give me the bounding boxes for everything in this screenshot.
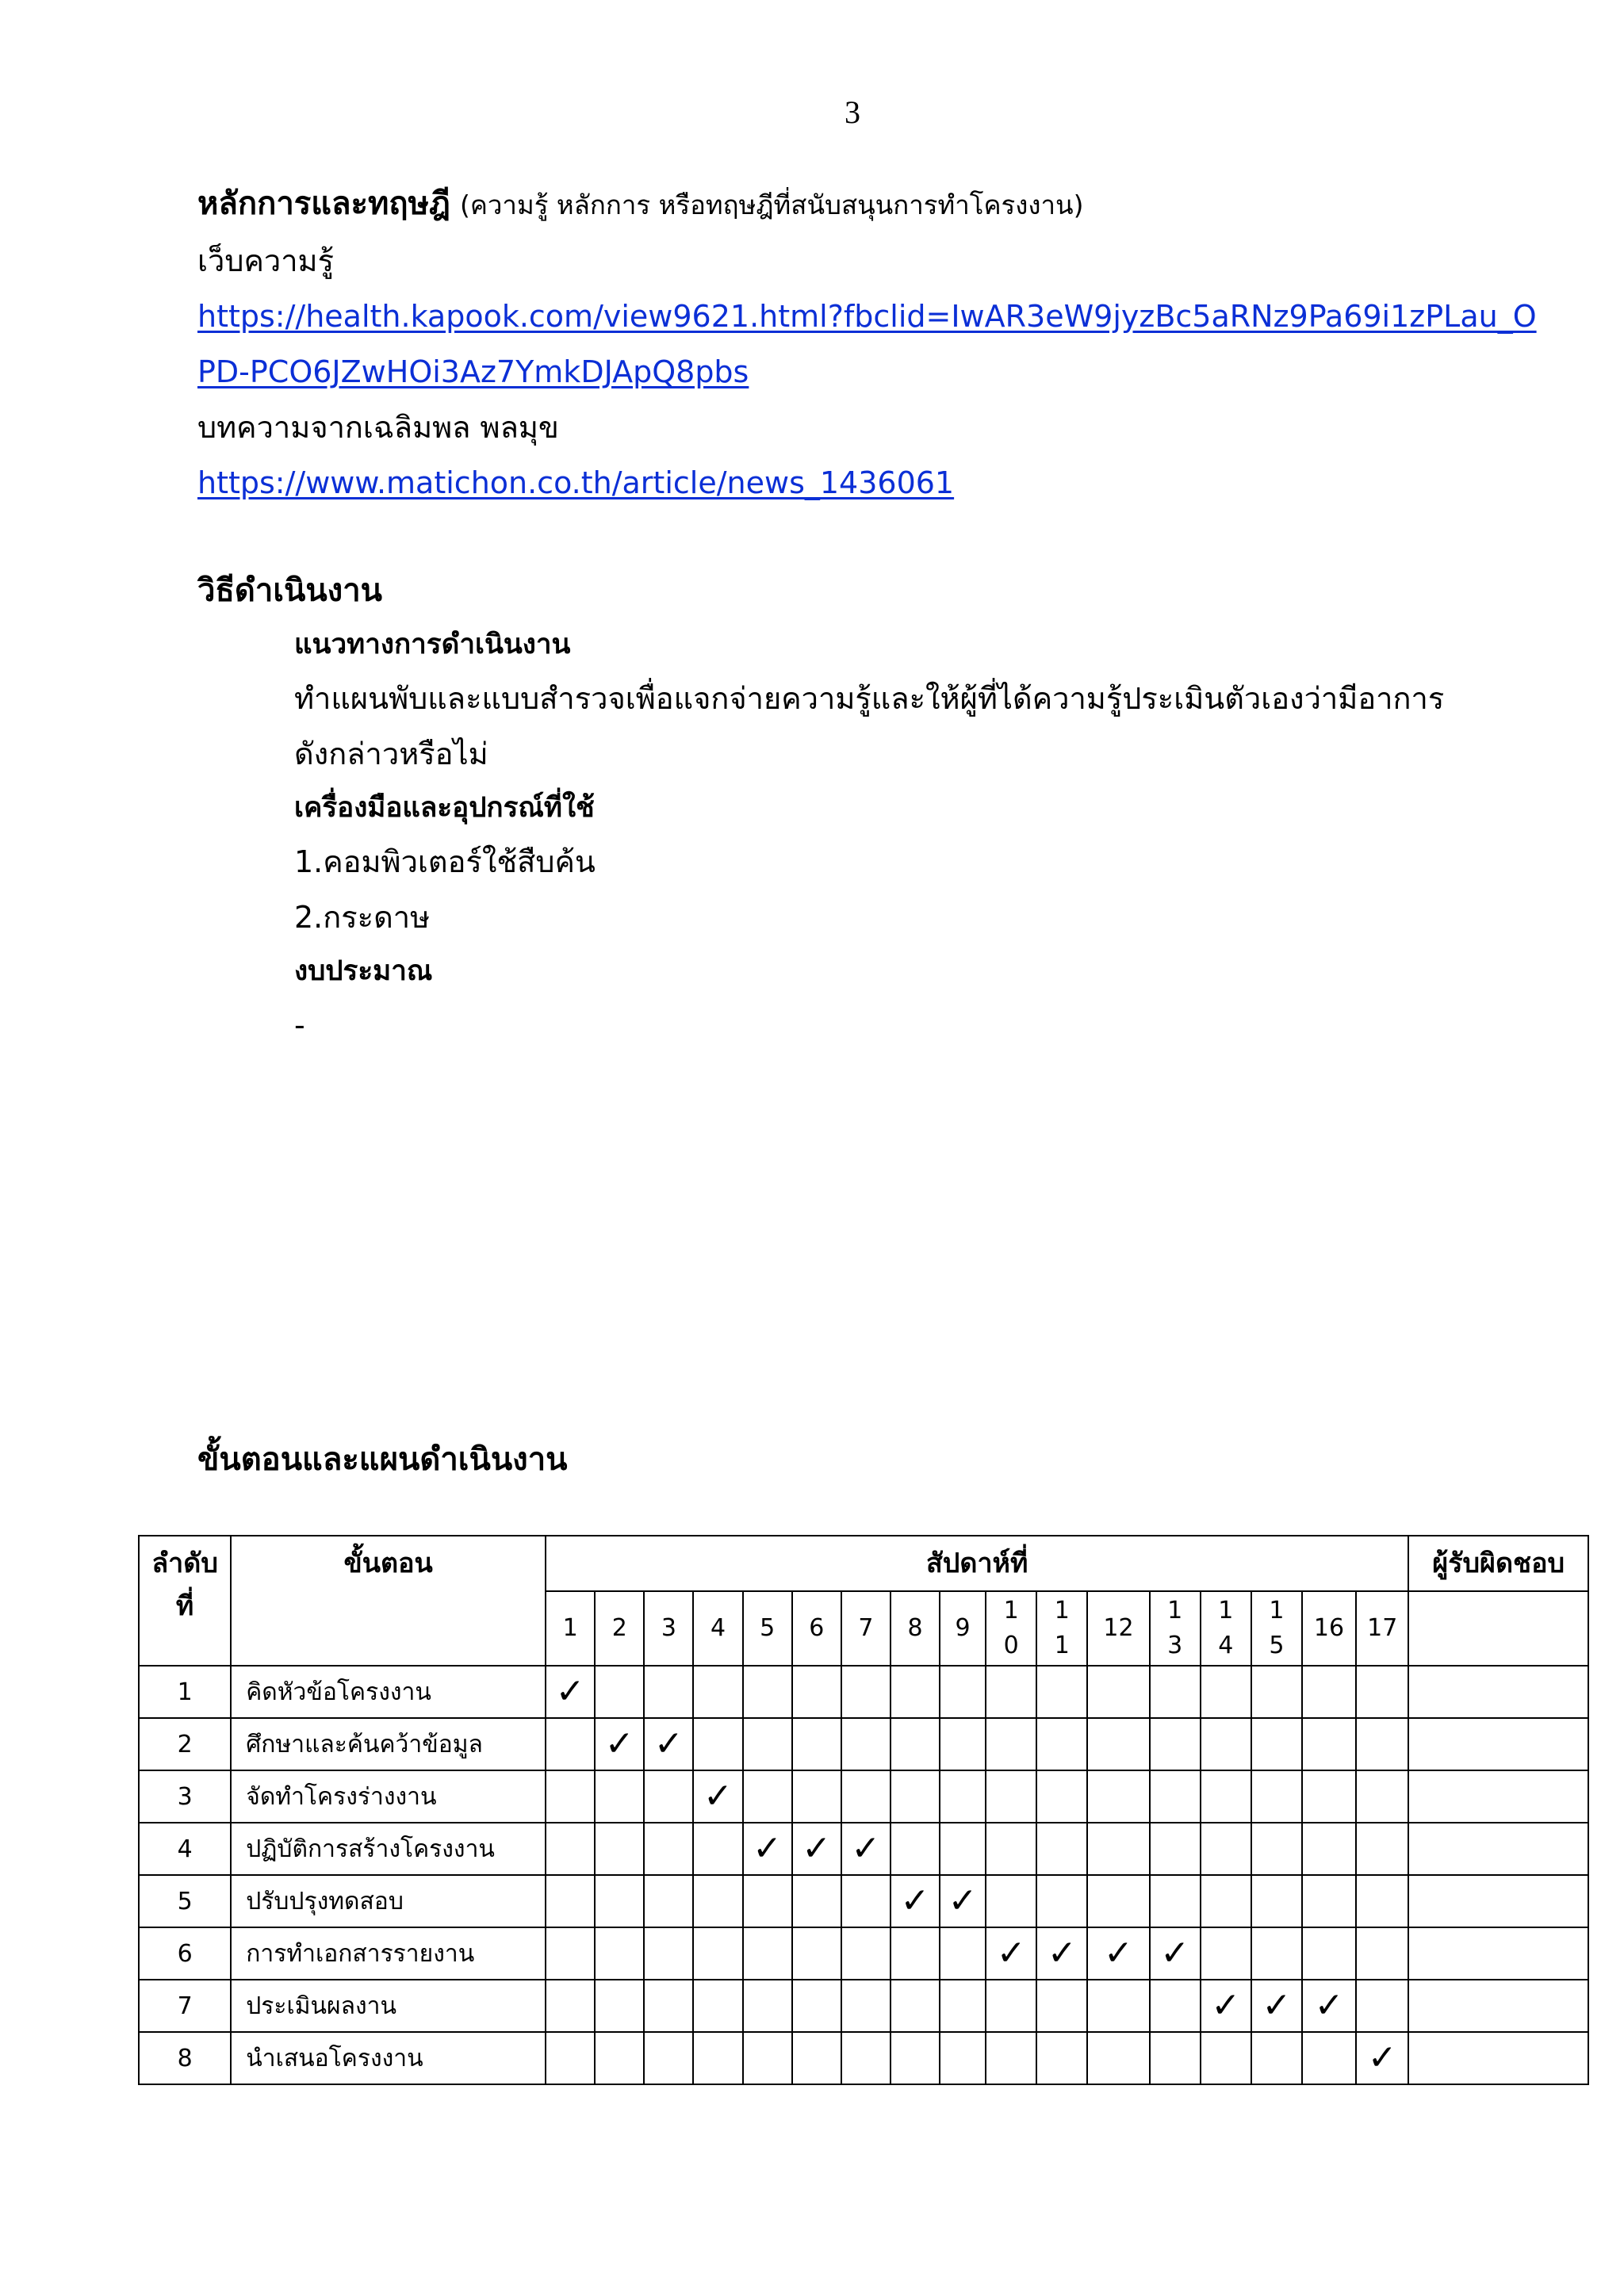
row-responsible: [1408, 1718, 1588, 1770]
week-cell: [644, 1770, 693, 1823]
principles-heading: หลักการและทฤษฎี: [197, 186, 450, 222]
header-responsible-blank: [1408, 1591, 1588, 1666]
approach-line-2: ดังกล่าวหรือไม่: [294, 737, 488, 771]
week-cell: [891, 1718, 940, 1770]
week-cell: [1302, 1718, 1356, 1770]
week-cell: [644, 1927, 693, 1980]
week-cell: [1302, 1770, 1356, 1823]
week-cell: [743, 1823, 792, 1875]
check-mark-icon: ✓: [1047, 1933, 1077, 1973]
week-header-4: 4: [693, 1591, 742, 1666]
week-cell: [1087, 1666, 1149, 1718]
principles-heading-line: [197, 176, 1545, 233]
row-number: 3: [139, 1770, 231, 1823]
week-cell: [841, 1823, 891, 1875]
week-header-12: 12: [1087, 1591, 1149, 1666]
row-responsible: [1408, 1823, 1588, 1875]
week-cell: [1087, 1823, 1149, 1875]
week-header-5: 5: [743, 1591, 792, 1666]
week-header-16: 16: [1302, 1591, 1356, 1666]
methods-heading: วิธีดำเนินงาน: [197, 572, 383, 609]
week-cell: [595, 1666, 644, 1718]
week-header-17: 17: [1356, 1591, 1408, 1666]
week-cell: [693, 1875, 742, 1927]
week-cell: [1302, 1666, 1356, 1718]
spacer: [197, 511, 1545, 563]
week-cell: [644, 1980, 693, 2032]
principles-line-web: เว็บความรู้: [197, 243, 335, 278]
table-row: [139, 1666, 1588, 1718]
week-cell: [595, 1980, 644, 2032]
row-step: ปรับปรุงทดสอบ: [231, 1875, 546, 1927]
week-cell: [841, 1927, 891, 1980]
row-number: 7: [139, 1980, 231, 2032]
table-row: [139, 1823, 1588, 1875]
week-cell: [891, 1666, 940, 1718]
week-cell: [546, 1980, 595, 2032]
week-cell: [644, 2032, 693, 2084]
week-cell: [743, 1718, 792, 1770]
header-weeks: สัปดาห์ที่: [546, 1536, 1408, 1591]
row-number: 1: [139, 1666, 231, 1718]
week-header-6: 6: [792, 1591, 841, 1666]
week-cell: [1201, 1980, 1251, 2032]
week-cell: [743, 1666, 792, 1718]
plan-table: [138, 1535, 1589, 2085]
week-cell: [841, 1770, 891, 1823]
week-cell: [1036, 1927, 1087, 1980]
principles-line-article: บทความจากเฉลิมพล พลมุข: [197, 410, 559, 445]
week-cell: [595, 1875, 644, 1927]
check-mark-icon: ✓: [1104, 1933, 1133, 1973]
week-cell: [891, 1770, 940, 1823]
header-order: [139, 1536, 231, 1666]
week-cell: [792, 1875, 841, 1927]
row-step: ปฏิบัติการสร้างโครงงาน: [231, 1823, 546, 1875]
week-cell: [1356, 1718, 1408, 1770]
week-cell: [1036, 1770, 1087, 1823]
week-cell: [940, 1927, 986, 1980]
week-cell: [644, 1875, 693, 1927]
week-cell: [743, 2032, 792, 2084]
week-cell: [940, 1823, 986, 1875]
week-cell: [792, 1927, 841, 1980]
week-cell: [1201, 1875, 1251, 1927]
week-cell: [1087, 2032, 1149, 2084]
week-cell: [891, 1823, 940, 1875]
check-mark-icon: ✓: [555, 1671, 585, 1712]
week-header-13: 1 3: [1150, 1591, 1201, 1666]
week-cell: [1356, 1666, 1408, 1718]
week-cell: [1356, 1875, 1408, 1927]
week-cell: [940, 1718, 986, 1770]
week-header-11: 1 1: [1036, 1591, 1087, 1666]
week-cell: [644, 1718, 693, 1770]
tool-item-computer: 1.คอมพิวเตอร์ใช้สืบค้น: [294, 844, 596, 879]
check-mark-icon: ✓: [653, 1724, 684, 1764]
check-mark-icon: ✓: [996, 1933, 1026, 1973]
week-header-1: 1: [546, 1591, 595, 1666]
row-step: ประเมินผลงาน: [231, 1980, 546, 2032]
week-cell: [986, 1980, 1036, 2032]
week-cell: [1302, 2032, 1356, 2084]
week-cell: [1251, 1666, 1302, 1718]
check-mark-icon: ✓: [753, 1828, 783, 1869]
week-cell: [546, 1666, 595, 1718]
week-cell: [693, 1770, 742, 1823]
week-cell: [546, 1718, 595, 1770]
week-cell: [1150, 1875, 1201, 1927]
week-cell: [940, 1875, 986, 1927]
week-cell: [1036, 1823, 1087, 1875]
check-mark-icon: ✓: [851, 1828, 881, 1869]
week-cell: [1356, 1927, 1408, 1980]
week-cell: [940, 1980, 986, 2032]
week-cell: [792, 1770, 841, 1823]
week-cell: [940, 1666, 986, 1718]
week-cell: [1302, 1980, 1356, 2032]
week-cell: [595, 2032, 644, 2084]
table-row: [139, 1770, 1588, 1823]
week-cell: [986, 1770, 1036, 1823]
week-cell: [841, 1666, 891, 1718]
week-cell: [792, 1823, 841, 1875]
week-cell: [595, 1927, 644, 1980]
week-cell: [1150, 1980, 1201, 2032]
week-cell: [693, 1666, 742, 1718]
week-cell: [1302, 1875, 1356, 1927]
week-header-2: 2: [595, 1591, 644, 1666]
week-cell: [1201, 1718, 1251, 1770]
approach-heading: แนวทางการดำเนินงาน: [294, 629, 571, 660]
week-cell: [546, 1927, 595, 1980]
week-cell: [1251, 1718, 1302, 1770]
row-step: การทำเอกสารรายงาน: [231, 1927, 546, 1980]
week-header-14: 1 4: [1201, 1591, 1251, 1666]
week-cell: [891, 1875, 940, 1927]
week-cell: [1087, 1770, 1149, 1823]
week-cell: [792, 1980, 841, 2032]
week-cell: [743, 1980, 792, 2032]
week-cell: [841, 1718, 891, 1770]
row-responsible: [1408, 1875, 1588, 1927]
matichon-link[interactable]: https://www.matichon.co.th/article/news_1436061: [197, 465, 955, 500]
week-cell: [1087, 1875, 1149, 1927]
week-cell: [743, 1927, 792, 1980]
week-cell: [743, 1770, 792, 1823]
week-cell: [986, 1927, 1036, 1980]
week-cell: [1356, 1980, 1408, 2032]
week-cell: [595, 1770, 644, 1823]
week-cell: [1150, 1927, 1201, 1980]
tool-item-paper: 2.กระดาษ: [294, 900, 431, 935]
week-cell: [1036, 1980, 1087, 2032]
table-row: [139, 2032, 1588, 2084]
week-cell: [986, 2032, 1036, 2084]
page-number: 3: [845, 94, 860, 130]
week-cell: [693, 1980, 742, 2032]
check-mark-icon: ✓: [1211, 1985, 1241, 2026]
kapook-link-part2[interactable]: PD-PCO6JZwHOi3Az7YmkDJApQ8pbs: [197, 354, 749, 389]
check-mark-icon: ✓: [1160, 1933, 1190, 1973]
week-cell: [891, 1927, 940, 1980]
row-number: 4: [139, 1823, 231, 1875]
week-cell: [546, 1823, 595, 1875]
week-cell: [986, 1823, 1036, 1875]
check-mark-icon: ✓: [1262, 1985, 1292, 2026]
header-step: ขั้นตอน: [231, 1536, 546, 1666]
week-cell: [1251, 2032, 1302, 2084]
week-cell: [1201, 1823, 1251, 1875]
week-cell: [1251, 1980, 1302, 2032]
principles-note: (ความรู้ หลักการ หรือทฤษฎีที่สนับสนุนการทำโครงงาน): [459, 189, 1084, 220]
week-cell: [986, 1875, 1036, 1927]
table-row: [139, 1980, 1588, 2032]
week-cell: [1356, 1823, 1408, 1875]
week-cell: [644, 1823, 693, 1875]
week-header-7: 7: [841, 1591, 891, 1666]
week-cell: [1150, 1823, 1201, 1875]
week-cell: [792, 2032, 841, 2084]
week-header-3: 3: [644, 1591, 693, 1666]
week-cell: [1251, 1770, 1302, 1823]
week-cell: [841, 1875, 891, 1927]
week-cell: [940, 2032, 986, 2084]
row-step: ศึกษาและค้นคว้าข้อมูล: [231, 1718, 546, 1770]
week-cell: [986, 1666, 1036, 1718]
week-cell: [1036, 2032, 1087, 2084]
week-cell: [1251, 1823, 1302, 1875]
tools-heading: เครื่องมือและอุปกรณ์ที่ใช้: [294, 792, 595, 824]
week-cell: [1150, 1718, 1201, 1770]
check-mark-icon: ✓: [1367, 2038, 1397, 2078]
row-responsible: [1408, 1666, 1588, 1718]
week-cell: [693, 1927, 742, 1980]
kapook-link-part1[interactable]: https://health.kapook.com/view9621.html?fbclid=IwAR3eW9jyzBc5aRNz9Pa69i1zPLau_O: [197, 299, 1537, 334]
document-body: [197, 176, 1545, 1053]
check-mark-icon: ✓: [900, 1881, 930, 1921]
week-cell: [792, 1666, 841, 1718]
row-number: 8: [139, 2032, 231, 2084]
week-cell: [644, 1666, 693, 1718]
header-order-line2: ที่: [175, 1590, 194, 1622]
week-cell: [792, 1718, 841, 1770]
week-cell: [1087, 1927, 1149, 1980]
row-step: คิดหัวข้อโครงงาน: [231, 1666, 546, 1718]
week-cell: [1150, 1666, 1201, 1718]
week-cell: [595, 1823, 644, 1875]
header-order-line1: ลำดับ: [151, 1548, 218, 1579]
week-cell: [1302, 1823, 1356, 1875]
plan-heading: ขั้นตอนและแผนดำเนินงาน: [197, 1441, 568, 1478]
week-cell: [1251, 1927, 1302, 1980]
week-cell: [1302, 1927, 1356, 1980]
check-mark-icon: ✓: [802, 1828, 832, 1869]
check-mark-icon: ✓: [604, 1724, 634, 1764]
budget-heading: งบประมาณ: [294, 955, 433, 987]
row-responsible: [1408, 2032, 1588, 2084]
week-cell: [1036, 1875, 1087, 1927]
week-cell: [595, 1718, 644, 1770]
week-cell: [986, 1718, 1036, 1770]
week-cell: [841, 1980, 891, 2032]
week-cell: [1087, 1980, 1149, 2032]
week-cell: [1201, 2032, 1251, 2084]
check-mark-icon: ✓: [1314, 1985, 1344, 2026]
row-step: นำเสนอโครงงาน: [231, 2032, 546, 2084]
check-mark-icon: ✓: [703, 1776, 733, 1816]
week-cell: [1251, 1875, 1302, 1927]
week-cell: [1356, 1770, 1408, 1823]
row-responsible: [1408, 1927, 1588, 1980]
week-cell: [1201, 1770, 1251, 1823]
week-cell: [693, 2032, 742, 2084]
week-header-8: 8: [891, 1591, 940, 1666]
week-cell: [1087, 1718, 1149, 1770]
week-cell: [891, 1980, 940, 2032]
week-header-15: 1 5: [1251, 1591, 1302, 1666]
table-row: [139, 1927, 1588, 1980]
week-cell: [546, 1770, 595, 1823]
week-cell: [1036, 1718, 1087, 1770]
approach-line-1: ทำแผนพับและแบบสำรวจเพื่อแจกจ่ายความรู้และให้ผู้ที่ได้ความรู้ประเมินตัวเองว่ามีอาการ: [294, 681, 1445, 716]
week-cell: [693, 1823, 742, 1875]
week-cell: [940, 1770, 986, 1823]
week-cell: [1150, 1770, 1201, 1823]
table-row: [139, 1875, 1588, 1927]
week-cell: [693, 1718, 742, 1770]
week-cell: [841, 2032, 891, 2084]
week-header-9: 9: [940, 1591, 986, 1666]
week-cell: [1150, 2032, 1201, 2084]
table-row: [139, 1718, 1588, 1770]
week-cell: [891, 2032, 940, 2084]
week-cell: [1201, 1927, 1251, 1980]
check-mark-icon: ✓: [948, 1881, 978, 1921]
week-cell: [546, 2032, 595, 2084]
week-cell: [1201, 1666, 1251, 1718]
week-cell: [1036, 1666, 1087, 1718]
week-cell: [546, 1875, 595, 1927]
row-responsible: [1408, 1770, 1588, 1823]
row-number: 5: [139, 1875, 231, 1927]
budget-value: -: [294, 1008, 305, 1043]
row-responsible: [1408, 1980, 1588, 2032]
row-step: จัดทำโครงร่างงาน: [231, 1770, 546, 1823]
week-cell: [1356, 2032, 1408, 2084]
row-number: 6: [139, 1927, 231, 1980]
week-header-10: 1 0: [986, 1591, 1036, 1666]
header-responsible: ผู้รับผิดชอบ: [1408, 1536, 1588, 1591]
week-cell: [743, 1875, 792, 1927]
row-number: 2: [139, 1718, 231, 1770]
